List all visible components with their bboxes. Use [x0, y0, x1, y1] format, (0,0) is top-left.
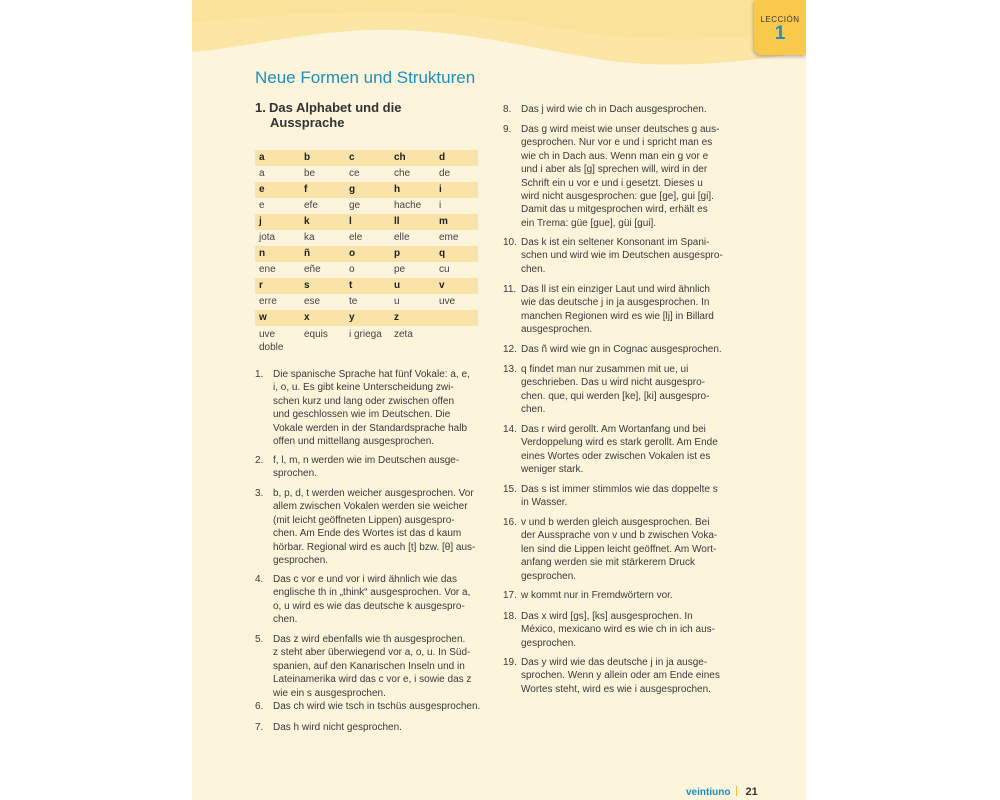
alphabet-letter-name: ka	[304, 232, 315, 243]
note-line: wird nicht ausgesprochen: gue [ge], gui [gi].	[521, 191, 714, 203]
alphabet-letter-name: erre	[259, 296, 277, 307]
alphabet-letter: k	[300, 214, 345, 230]
note-line: wie das deutsche j in ja ausgesprochen. In	[521, 297, 710, 309]
note-number: 12.	[503, 344, 517, 355]
alphabet-letter-name: ese	[304, 296, 321, 307]
note-line: spanien, auf den Kanarischen Inseln und in	[273, 660, 465, 672]
alphabet-letter-name: uve	[439, 296, 456, 307]
note-number: 10.	[503, 237, 517, 248]
note-line: ein Trema: güe [gue], güi [gui].	[521, 217, 657, 229]
alphabet-letter: t	[345, 278, 390, 294]
note-number: 15.	[503, 484, 517, 495]
note-line: sprochen. Wenn y allein oder am Ende eines	[521, 670, 720, 682]
note-line: Lateinamerika wird das c vor e, i sowie das z	[273, 674, 472, 686]
alphabet-letter-row	[255, 278, 478, 294]
alphabet-letter-name: efe	[304, 200, 318, 211]
alphabet-letter-row	[255, 150, 478, 166]
pronunciation-note	[503, 423, 735, 477]
note-line: Das s ist immer stimmlos wie das doppelte s	[521, 484, 718, 495]
note-line: und geschlossen wie im Deutschen. Die	[273, 409, 451, 421]
pronunciation-note	[503, 236, 735, 276]
note-line: chen. Am Ende des Wortes ist das d kaum	[273, 528, 462, 540]
alphabet-letter: r	[255, 278, 300, 294]
pronunciation-note	[255, 454, 480, 481]
alphabet-name-row	[255, 326, 478, 356]
note-text	[255, 633, 480, 700]
alphabet-letter-name	[435, 326, 478, 356]
note-line: Das z wird ebenfalls wie th ausgesprochen.	[273, 634, 466, 645]
pronunciation-note	[503, 656, 735, 696]
alphabet-letter-name: ene	[259, 264, 276, 275]
textbook-page	[192, 0, 806, 800]
lesson-tab	[754, 0, 806, 55]
note-number: 2.	[255, 455, 264, 466]
note-line: gesprochen.	[521, 637, 577, 649]
alphabet-letter-name: de	[439, 168, 451, 179]
note-number: 8.	[503, 104, 512, 115]
note-text	[503, 236, 735, 276]
alphabet-name-row	[255, 230, 478, 246]
note-line: schen kurz und lang oder zwischen offen	[273, 395, 455, 407]
note-number: 17.	[503, 590, 517, 601]
alphabet-letter: o	[345, 246, 390, 262]
alphabet-letter-name: elle	[394, 232, 410, 243]
pronunciation-note	[255, 700, 480, 713]
note-number: 13.	[503, 364, 517, 375]
note-line: Das y wird wie das deutsche j in ja ausge-	[521, 657, 708, 668]
alphabet-letter: m	[435, 214, 478, 230]
note-line: Damit das u mitgesprochen wird, erhält es	[521, 204, 708, 216]
pronunciation-note	[503, 483, 735, 510]
note-text	[255, 454, 480, 481]
alphabet-letter-name: che	[394, 168, 411, 179]
alphabet-letter: e	[255, 182, 300, 198]
alphabet-letter: a	[255, 150, 300, 166]
note-line: Die spanische Sprache hat fünf Vokale: a, e,	[273, 369, 470, 380]
alphabet-letter-name: o	[349, 264, 355, 275]
note-line: Vokale werden in der Standardsprache halb	[273, 422, 468, 434]
alphabet-name-row	[255, 166, 478, 182]
alphabet-letter-row	[255, 246, 478, 262]
alphabet-letter: b	[300, 150, 345, 166]
alphabet-letter-name: ele	[349, 232, 363, 243]
page-number-word: veintiuno	[686, 787, 731, 798]
subsection-number: 1.	[255, 100, 266, 115]
alphabet-letter: j	[255, 214, 300, 230]
note-text	[503, 516, 735, 583]
note-line: len sind die Lippen leicht geöffnet. Am Wort-	[521, 543, 717, 555]
note-text	[503, 589, 735, 602]
note-line: chen.	[521, 263, 546, 275]
pronunciation-note	[255, 487, 480, 567]
note-line: der Aussprache von v und b zwischen Voka-	[521, 530, 718, 542]
note-text	[255, 368, 480, 448]
alphabet-letter-name: i griega	[349, 329, 382, 340]
note-line: geschrieben. Das u wird nicht ausgespro-	[521, 377, 705, 389]
alphabet-name-row	[255, 294, 478, 310]
note-number: 16.	[503, 517, 517, 528]
section-title: Neue Formen und Strukturen	[255, 68, 476, 87]
alphabet-letter	[435, 310, 478, 326]
alphabet-letter-name: eme	[439, 232, 459, 243]
alphabet-letter-name: i	[439, 200, 442, 211]
note-line: Das h wird nicht gesprochen.	[273, 722, 402, 733]
alphabet-letter: w	[255, 310, 300, 326]
alphabet-letter: i	[435, 182, 478, 198]
note-line: chen. que, qui werden [ke], [ki] ausgespro-	[521, 390, 710, 402]
note-line: manchen Regionen wird es wie [lj] in Billard	[521, 310, 714, 322]
pronunciation-note	[255, 633, 480, 700]
note-number: 11.	[503, 284, 517, 295]
note-line: w kommt nur in Fremdwörtern vor.	[521, 590, 673, 601]
note-text	[503, 283, 735, 337]
alphabet-table	[255, 150, 478, 356]
note-line: Wortes steht, wird es wie i ausgesprochen.	[521, 683, 711, 695]
note-line: Das ch wird wie tsch in tschüs ausgesprochen.	[273, 701, 481, 712]
alphabet-letter: ll	[390, 214, 435, 230]
note-number: 9.	[503, 124, 512, 135]
note-number: 5.	[255, 634, 264, 645]
alphabet-name-row	[255, 198, 478, 214]
alphabet-letter: v	[435, 278, 478, 294]
pronunciation-note	[503, 283, 735, 337]
note-number: 6.	[255, 701, 264, 712]
note-line: Das j wird wie ch in Dach ausgesprochen.	[521, 104, 707, 115]
note-number: 7.	[255, 722, 264, 733]
note-text	[503, 363, 735, 417]
alphabet-name-row	[255, 262, 478, 278]
subsection-line2: Aussprache	[270, 115, 345, 130]
pronunciation-note	[255, 721, 480, 734]
note-line: z steht aber überwiegend vor a, o, u. In Süd-	[273, 647, 471, 659]
note-line: i, o, u. Es gibt keine Unterscheidung zwi-	[273, 382, 454, 394]
pronunciation-note	[503, 610, 735, 650]
pronunciation-note	[255, 368, 480, 448]
alphabet-letter-name: hache	[394, 200, 422, 211]
note-line: Verdoppelung wird es stark gerollt. Am Ende	[521, 437, 718, 449]
alphabet-letter: l	[345, 214, 390, 230]
page-footer	[686, 786, 758, 798]
note-line: Das ll ist ein einziger Laut und wird ähnlich	[521, 284, 710, 295]
footer-divider	[736, 786, 737, 796]
alphabet-letter: s	[300, 278, 345, 294]
alphabet-letter: f	[300, 182, 345, 198]
alphabet-letter: q	[435, 246, 478, 262]
note-line: b, p, d, t werden weicher ausgesprochen. Vor	[273, 488, 474, 499]
note-line: hörbar. Regional wird es auch [t] bzw. [θ] aus-	[273, 541, 476, 553]
note-number: 14.	[503, 424, 517, 435]
note-line: Das g wird meist wie unser deutsches g aus-	[521, 124, 720, 135]
note-line: schen und wird wie im Deutschen ausgespro-	[521, 250, 723, 262]
note-text	[255, 487, 480, 567]
note-line: allem zwischen Vokalen werden sie weicher	[273, 501, 468, 513]
alphabet-letter-name: a	[259, 168, 265, 179]
note-text	[503, 610, 735, 650]
note-line: f, l, m, n werden wie im Deutschen ausge-	[273, 455, 460, 466]
note-text	[503, 123, 735, 230]
header-wave	[192, 0, 806, 75]
subsection-title	[255, 100, 455, 130]
note-line: weniger stark.	[521, 464, 584, 476]
note-line: anfang werden sie mit stärkerem Druck	[521, 557, 695, 569]
note-line: eines Wortes oder zwischen Vokalen ist es	[521, 450, 711, 462]
alphabet-letter-name: zeta	[394, 329, 413, 340]
alphabet-letter-name: uve doble	[259, 329, 284, 353]
alphabet-letter-name: pe	[394, 264, 406, 275]
note-line: o, u wird es wie das deutsche k ausgespro-	[273, 600, 465, 612]
note-line: Das r wird gerollt. Am Wortanfang und bei	[521, 424, 706, 435]
note-line: und i aber als [g] sprechen will, wird in der	[521, 164, 708, 176]
note-text	[503, 103, 735, 116]
note-line: chen.	[521, 404, 546, 416]
note-line: (mit leicht geöffneten Lippen) ausgespro-	[273, 514, 455, 526]
pronunciation-note	[503, 516, 735, 583]
note-number: 19.	[503, 657, 517, 668]
note-number: 4.	[255, 574, 264, 585]
alphabet-letter-row	[255, 182, 478, 198]
alphabet-letter: x	[300, 310, 345, 326]
alphabet-letter-row	[255, 310, 478, 326]
note-text	[503, 423, 735, 477]
alphabet-letter-name: cu	[439, 264, 450, 275]
alphabet-letter-name: equis	[304, 329, 328, 340]
note-line: in Wasser.	[521, 497, 568, 509]
note-line: chen.	[273, 614, 298, 626]
alphabet-letter: y	[345, 310, 390, 326]
alphabet-letter: ch	[390, 150, 435, 166]
note-line: ausgesprochen.	[521, 324, 593, 336]
note-line: Das k ist ein seltener Konsonant im Spani-	[521, 237, 710, 248]
note-number: 3.	[255, 488, 264, 499]
alphabet-letter-name: ce	[349, 168, 360, 179]
subsection-line1: Das Alphabet und die	[269, 100, 402, 115]
alphabet-letter: p	[390, 246, 435, 262]
note-text	[255, 700, 480, 713]
alphabet-letter-name: te	[349, 296, 358, 307]
note-line: englische th in „think“ ausgesprochen. Vor a,	[273, 587, 471, 599]
note-line: gesprochen. Nur vor e und i spricht man es	[521, 137, 713, 149]
alphabet-letter: c	[345, 150, 390, 166]
alphabet-letter: h	[390, 182, 435, 198]
pronunciation-note	[503, 343, 735, 356]
note-line: México, mexicano wird es wie ch in ich aus-	[521, 624, 715, 636]
note-line: sprochen.	[273, 468, 317, 480]
pronunciation-note	[503, 123, 735, 230]
note-line: q findet man nur zusammen mit ue, ui	[521, 364, 689, 375]
note-text	[503, 656, 735, 696]
note-text	[255, 721, 480, 734]
alphabet-letter: z	[390, 310, 435, 326]
lesson-number: 1	[774, 23, 786, 44]
pronunciation-note	[503, 363, 735, 417]
note-line: gesprochen.	[521, 570, 577, 582]
note-line: Schrift ein u vor e und i gesetzt. Dieses u	[521, 177, 703, 189]
note-number: 18.	[503, 611, 517, 622]
note-text	[503, 483, 735, 510]
note-text	[503, 343, 735, 356]
note-line: Das ñ wird wie gn in Cognac ausgesprochen.	[521, 344, 722, 355]
alphabet-letter: n	[255, 246, 300, 262]
alphabet-letter: ñ	[300, 246, 345, 262]
note-line: wie ch in Dach aus. Wenn man ein g vor e	[521, 150, 709, 162]
note-line: Das c vor e und vor i wird ähnlich wie das	[273, 574, 457, 585]
lesson-label: LECCIÓN	[760, 15, 800, 24]
pronunciation-note	[255, 573, 480, 627]
alphabet-letter-name: u	[394, 296, 400, 307]
pronunciation-note	[503, 589, 735, 602]
alphabet-letter-name: jota	[259, 232, 276, 243]
note-line: wie ein s ausgesprochen.	[273, 687, 386, 699]
alphabet-letter-name: eñe	[304, 264, 321, 275]
alphabet-letter: g	[345, 182, 390, 198]
note-number: 1.	[255, 369, 264, 380]
note-line: v und b werden gleich ausgesprochen. Bei	[521, 517, 710, 528]
pronunciation-note	[503, 103, 735, 116]
alphabet-letter-name: e	[259, 200, 265, 211]
alphabet-letter-row	[255, 214, 478, 230]
alphabet-letter-name: be	[304, 168, 316, 179]
alphabet-letter: d	[435, 150, 478, 166]
note-text	[255, 573, 480, 627]
note-line: offen und mittellang ausgesprochen.	[273, 436, 435, 448]
alphabet-letter-name: ge	[349, 200, 361, 211]
note-line: gesprochen.	[273, 555, 329, 567]
alphabet-letter: u	[390, 278, 435, 294]
note-line: Das x wird [gs], [ks] ausgesprochen. In	[521, 611, 693, 622]
page-number: 21	[745, 786, 758, 798]
